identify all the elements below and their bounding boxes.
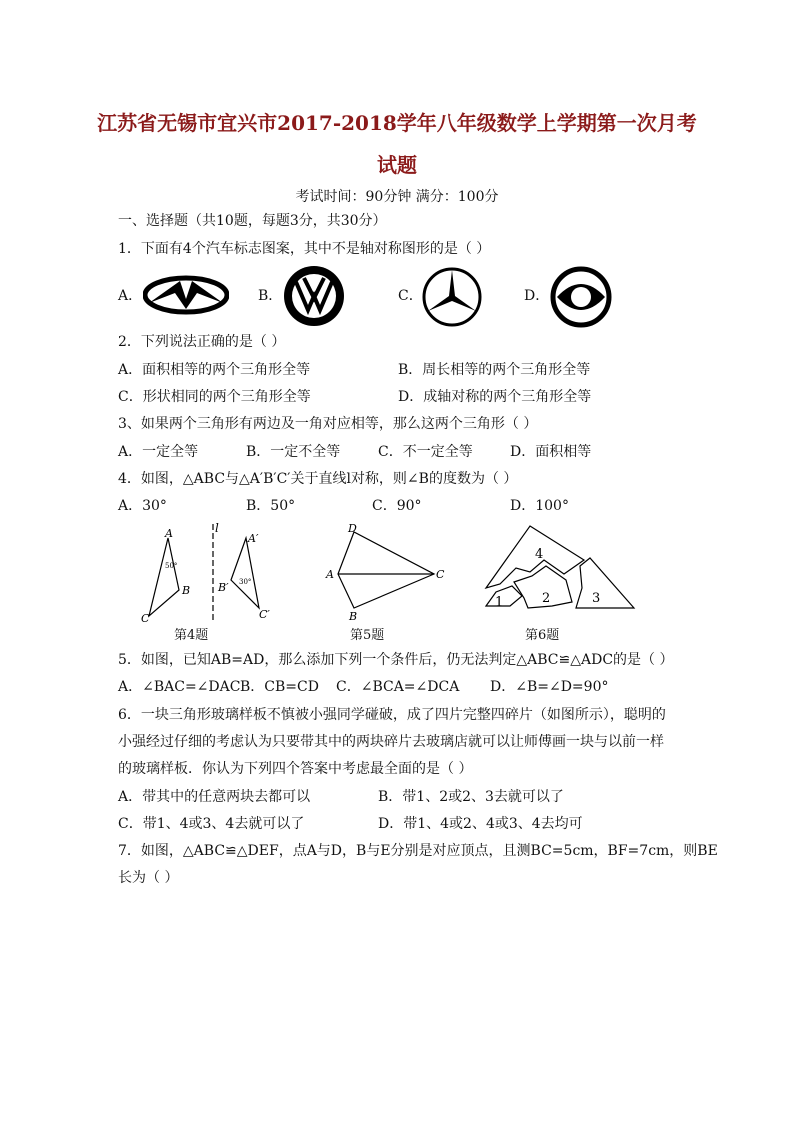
q4-option-a: A．30° bbox=[118, 498, 167, 514]
q1-option-a-label: A． bbox=[118, 288, 143, 304]
exam-title-line2: 试题 bbox=[377, 153, 417, 177]
q4-option-b: B．50° bbox=[246, 498, 296, 514]
fig6-piece-1-label: 1 bbox=[495, 595, 504, 610]
question-6-stem-line3: 的玻璃样板．你认为下列四个答案中考虑最全面的是（ ） bbox=[118, 761, 473, 777]
question-7-stem-line1: 7．如图，△ABC≌△DEF，点A与D，B与E分别是对应顶点，且测BC=5cm，BF=7cm，则BE bbox=[118, 843, 718, 859]
q5-option-b: B．CB=CD bbox=[240, 679, 319, 695]
q2-option-a: A．面积相等的两个三角形全等 bbox=[118, 362, 311, 378]
fig4-label-a: A bbox=[165, 527, 173, 540]
question-7-stem-line2: 长为（ ） bbox=[118, 870, 179, 886]
question-3-stem: 3、如果两个三角形有两边及一角对应相等，那么这两个三角形（ ） bbox=[118, 416, 538, 432]
fig4-label-c-prime: C′ bbox=[259, 608, 270, 621]
question-2-stem: 2．下列说法正确的是（ ） bbox=[118, 334, 286, 350]
q5-option-c: C．∠BCA=∠DCA bbox=[336, 679, 460, 695]
fig5-label-b: B bbox=[349, 610, 358, 623]
fig4-label-a-prime: A′ bbox=[248, 532, 259, 545]
figure-4-caption: 第4题 bbox=[174, 628, 209, 643]
fig4-label-b-prime: B′ bbox=[218, 581, 229, 594]
dongfeng-nissan-logo-icon bbox=[549, 265, 613, 329]
q1-option-b-label: B． bbox=[258, 288, 283, 304]
infiniti-logo-icon bbox=[143, 275, 229, 315]
fig5-label-a: A bbox=[326, 568, 334, 581]
exam-info: 考试时间：90分钟 满分：100分 bbox=[295, 189, 499, 205]
question-6-stem-line2: 小强经过仔细的考虑认为只要带其中的两块碎片去玻璃店就可以让师傅画一块与以前一样 bbox=[118, 734, 664, 750]
fig4-angle-label-1: 50° bbox=[165, 562, 178, 570]
section-heading: 一、选择题（共10题，每题3分，共30分） bbox=[118, 213, 387, 229]
q6-option-c: C．带1、4或3、4去就可以了 bbox=[118, 816, 305, 832]
figure-5-kite bbox=[322, 522, 454, 624]
fig5-label-d: D bbox=[348, 522, 357, 535]
q1-option-c-label: C． bbox=[398, 288, 423, 304]
fig4-label-b: B bbox=[182, 584, 191, 597]
fig4-label-c: C bbox=[141, 612, 150, 624]
figure-6-broken-glass bbox=[482, 522, 636, 612]
question-5-stem: 5．如图，已知AB=AD，那么添加下列一个条件后，仍无法判定△ABC≌△ADC的是（ ） bbox=[118, 652, 674, 668]
figure-4-triangles bbox=[135, 522, 285, 624]
q5-option-a: A．∠BAC=∠DAC bbox=[118, 679, 241, 695]
fig6-piece-3-label: 3 bbox=[592, 591, 601, 606]
q3-option-d: D．面积相等 bbox=[510, 444, 592, 460]
fig5-label-c: C bbox=[436, 568, 445, 581]
exam-title-line1: 江苏省无锡市宜兴市2017-2018学年八年级数学上学期第一次月考 bbox=[97, 111, 697, 135]
q2-option-d: D．成轴对称的两个三角形全等 bbox=[398, 389, 592, 405]
q6-option-b: B．带1、2或2、3去就可以了 bbox=[378, 789, 564, 805]
q3-option-c: C．不一定全等 bbox=[378, 444, 473, 460]
q1-option-d-label: D． bbox=[524, 288, 550, 304]
q4-option-c: C．90° bbox=[372, 498, 422, 514]
fig4-angle-label-2: 30° bbox=[239, 578, 252, 586]
fig6-piece-2-label: 2 bbox=[542, 591, 551, 606]
q2-option-b: B．周长相等的两个三角形全等 bbox=[398, 362, 591, 378]
figure-6-caption: 第6题 bbox=[525, 628, 560, 643]
fig4-line-label: l bbox=[215, 522, 219, 535]
q6-option-d: D．带1、4或2、4或3、4去均可 bbox=[378, 816, 583, 832]
figure-5-caption: 第5题 bbox=[350, 628, 385, 643]
q2-option-c: C．形状相同的两个三角形全等 bbox=[118, 389, 311, 405]
mercedes-logo-icon bbox=[421, 266, 483, 328]
volkswagen-logo-icon bbox=[282, 264, 346, 328]
q5-option-d: D．∠B=∠D=90° bbox=[490, 679, 609, 695]
q3-option-a: A．一定全等 bbox=[118, 444, 199, 460]
question-4-stem: 4．如图，△ABC与△A′B′C′关于直线l对称，则∠B的度数为（ ） bbox=[118, 471, 518, 487]
question-1-stem: 1．下面有4个汽车标志图案，其中不是轴对称图形的是（ ） bbox=[118, 241, 491, 257]
fig6-piece-4-label: 4 bbox=[535, 547, 544, 562]
q6-option-a: A．带其中的任意两块去都可以 bbox=[118, 789, 311, 805]
q4-option-d: D．100° bbox=[510, 498, 569, 514]
question-6-stem-line1: 6．一块三角形玻璃样板不慎被小强同学碰破，成了四片完整四碎片（如图所示），聪明的 bbox=[118, 707, 666, 723]
q3-option-b: B．一定不全等 bbox=[246, 444, 341, 460]
